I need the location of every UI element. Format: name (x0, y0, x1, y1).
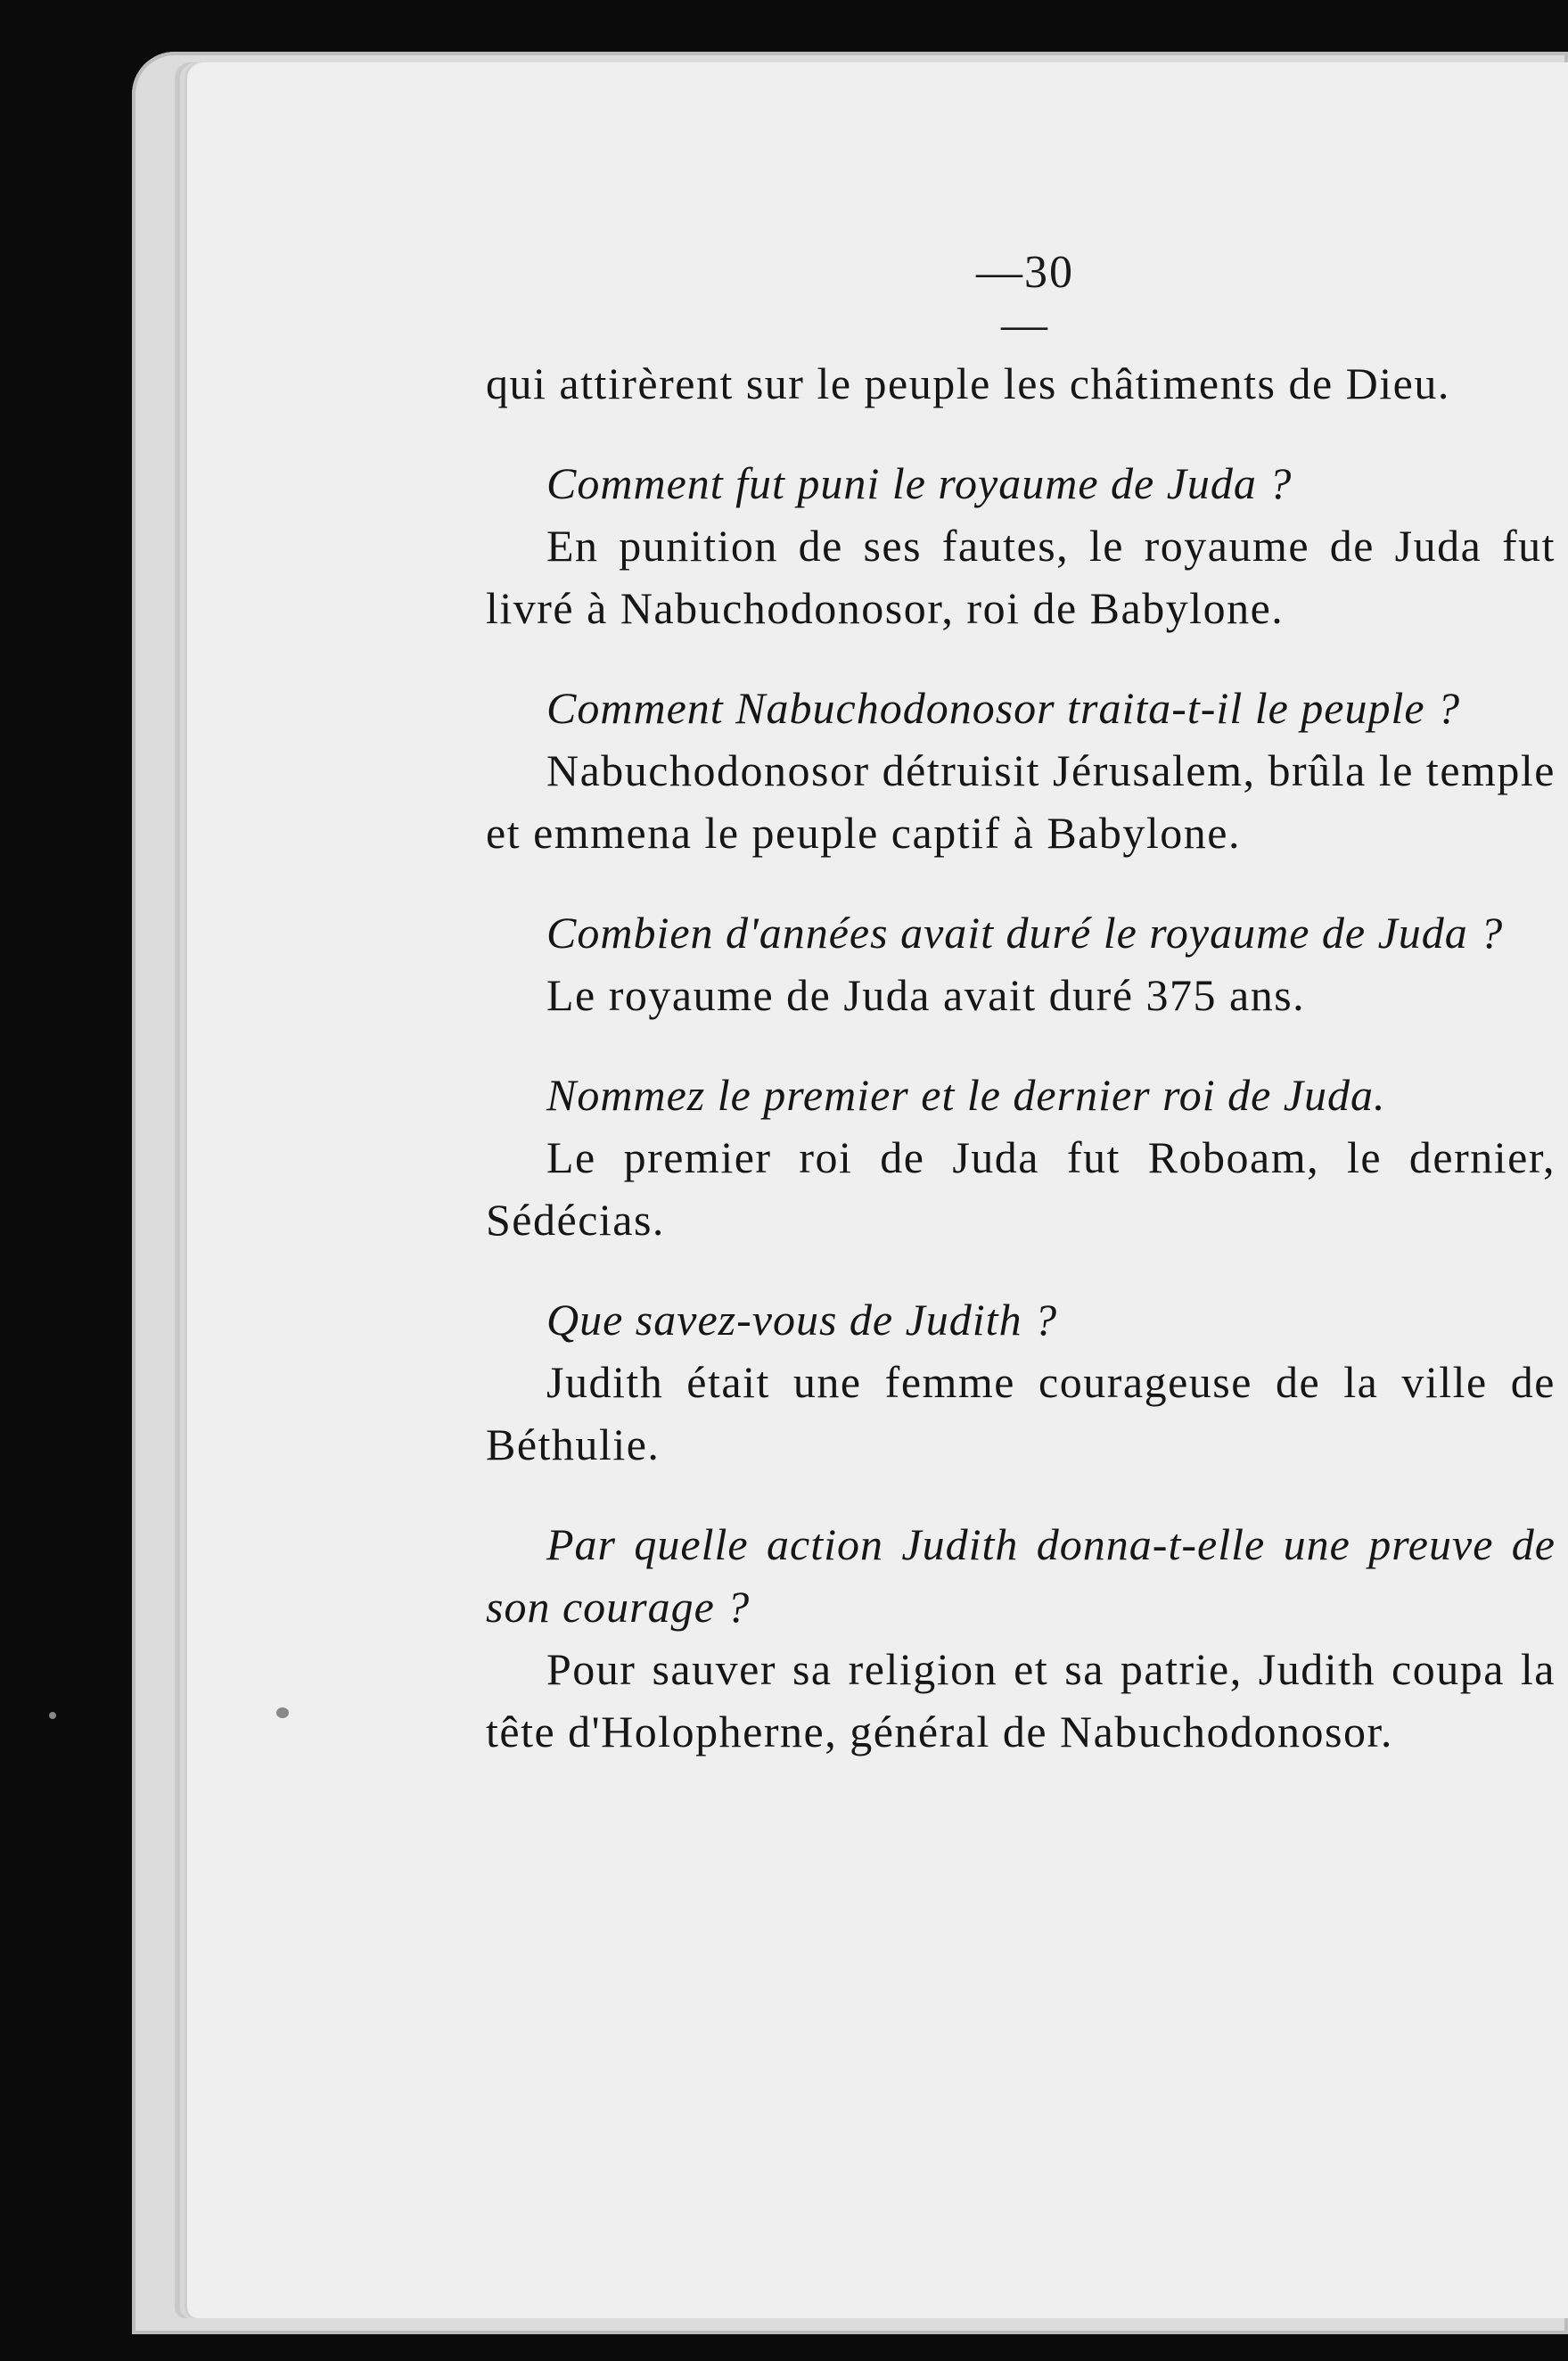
answer-1: En punition de ses fautes, le royaume de Juda fut livré à Nabuchodonosor, roi de Babylone. (486, 521, 1556, 633)
question-6: Par quelle action Judith donna-t-elle une preuve de son courage ? (486, 1519, 1556, 1632)
answer-2: Nabuchodonosor détruisit Jérusalem, brûla le temple et emmena le peuple captif à Babylone. (486, 745, 1556, 858)
page-number: —30— (976, 247, 1074, 350)
question-2: Comment Nabuchodonosor traita-t-il le peuple ? (546, 683, 1461, 733)
ink-smudge (49, 1712, 56, 1719)
question-3: Combien d'années avait duré le royaume de Juda ? (546, 908, 1504, 958)
answer-5: Judith était une femme courageuse de la ville de Béthulie. (486, 1357, 1556, 1469)
page-content (486, 352, 1556, 1763)
continuation-text: qui attirèrent sur le peuple les châtiments de Dieu. (486, 358, 1450, 408)
answer-3: Le royaume de Juda avait duré 375 ans. (546, 970, 1306, 1020)
question-4: Nommez le premier et le dernier roi de Juda. (546, 1070, 1386, 1120)
question-1: Comment fut puni le royaume de Juda ? (546, 458, 1293, 508)
ink-smudge (276, 1707, 289, 1718)
answer-6: Pour sauver sa religion et sa patrie, Judith coupa la tête d'Holopherne, général de Nabuchodonosor. (486, 1644, 1556, 1756)
answer-4: Le premier roi de Juda fut Roboam, le dernier, Sédécias. (486, 1132, 1556, 1245)
question-5: Que savez-vous de Judith ? (546, 1295, 1058, 1345)
